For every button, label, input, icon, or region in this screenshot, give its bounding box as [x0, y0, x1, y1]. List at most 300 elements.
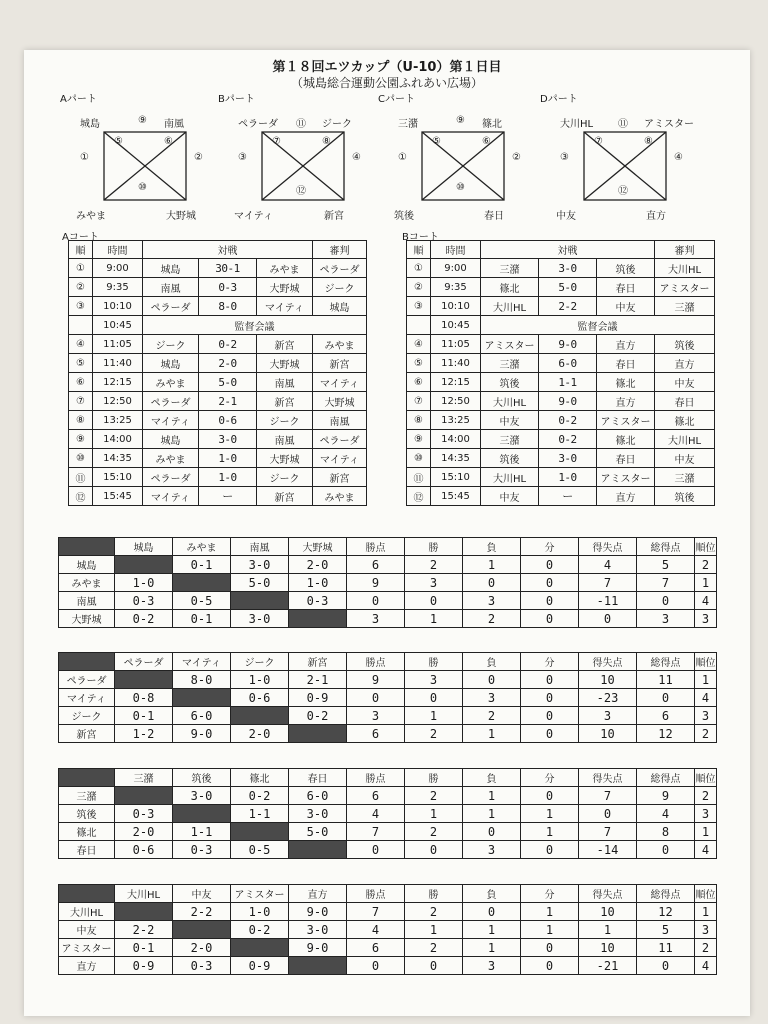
- stat-value: 3: [695, 707, 717, 725]
- team-row-label: マイティ: [59, 689, 115, 707]
- away-team: 中友: [597, 297, 655, 316]
- team-top-left: 大川HL: [560, 119, 594, 130]
- match-score: ー: [539, 487, 597, 506]
- stat-value: 1: [463, 939, 521, 957]
- schedule-row: [69, 468, 367, 487]
- head-to-head-score: 8-0: [173, 671, 231, 689]
- stat-value: 10: [579, 939, 637, 957]
- stat-value: 1: [521, 805, 579, 823]
- stat-value: 2: [405, 787, 463, 805]
- stat-value: 0: [521, 787, 579, 805]
- stat-value: 4: [347, 805, 405, 823]
- stat-value: 6: [637, 707, 695, 725]
- match-no: ②: [407, 278, 431, 297]
- match-number: ②: [194, 152, 203, 163]
- referee-team: みやま: [313, 487, 367, 506]
- self-match-cell: [115, 671, 173, 689]
- stat-value: 3: [347, 707, 405, 725]
- away-team: アミスター: [597, 411, 655, 430]
- meeting-label: 監督会議: [143, 316, 367, 335]
- away-team: マイティ: [257, 297, 313, 316]
- match-score: 9-0: [539, 392, 597, 411]
- schedule-header-row: [69, 241, 367, 259]
- stat-value: 0: [405, 957, 463, 975]
- schedule-row: [69, 278, 367, 297]
- head-to-head-score: 0-1: [173, 610, 231, 628]
- head-to-head-score: 0-2: [231, 787, 289, 805]
- away-team: ジーク: [257, 468, 313, 487]
- schedule-row: [69, 354, 367, 373]
- team-top-right: ジーク: [322, 119, 352, 130]
- head-to-head-score: 0-1: [173, 556, 231, 574]
- schedule-row: [407, 392, 715, 411]
- team-column-header: マイティ: [173, 653, 231, 671]
- stat-column-header: 勝点: [347, 885, 405, 903]
- team-column-header: アミスター: [231, 885, 289, 903]
- stat-value: 2: [463, 707, 521, 725]
- head-to-head-score: 0-9: [289, 689, 347, 707]
- head-to-head-score: 0-3: [115, 805, 173, 823]
- schedule-row: [407, 354, 715, 373]
- match-number: ⑥: [482, 136, 491, 147]
- stat-value: 2: [405, 823, 463, 841]
- match-number: ⑧: [322, 136, 331, 147]
- stat-column-header: 分: [521, 885, 579, 903]
- stat-value: 1: [695, 671, 717, 689]
- meeting-row: [69, 316, 367, 335]
- stat-column-header: 順位: [695, 769, 717, 787]
- stat-value: 7: [579, 823, 637, 841]
- stat-value: -11: [579, 592, 637, 610]
- stat-value: 0: [637, 841, 695, 859]
- match-number: ⑦: [594, 136, 603, 147]
- stat-column-header: 総得点: [637, 653, 695, 671]
- away-team: 春日: [597, 354, 655, 373]
- schedule-header-row: [407, 241, 715, 259]
- self-match-cell: [289, 610, 347, 628]
- referee-team: 大川HL: [655, 430, 715, 449]
- match-time: 14:35: [431, 449, 481, 468]
- head-to-head-score: 5-0: [289, 823, 347, 841]
- match-no: ④: [69, 335, 93, 354]
- referee-team: 三潴: [655, 468, 715, 487]
- schedule-row: [69, 335, 367, 354]
- match-score: 3-0: [539, 259, 597, 278]
- stat-value: 3: [463, 592, 521, 610]
- stat-value: 9: [637, 787, 695, 805]
- stat-value: 0: [347, 592, 405, 610]
- away-team: 大野城: [257, 278, 313, 297]
- head-to-head-score: 0-5: [231, 841, 289, 859]
- standings-row: [59, 707, 717, 725]
- match-time: 11:40: [93, 354, 143, 373]
- stat-value: 6: [347, 725, 405, 743]
- stat-column-header: 順位: [695, 885, 717, 903]
- away-team: 春日: [597, 278, 655, 297]
- meeting-blank: [69, 316, 93, 335]
- team-top-right: 篠北: [482, 119, 502, 130]
- group-d-standings: [58, 884, 717, 975]
- team-row-label: 中友: [59, 921, 115, 939]
- stat-value: 0: [521, 574, 579, 592]
- head-to-head-score: 3-0: [231, 610, 289, 628]
- standings-row: [59, 921, 717, 939]
- team-bottom-right: 直方: [646, 211, 666, 222]
- col-time-header: 時間: [93, 241, 143, 259]
- group-c-standings: [58, 768, 717, 859]
- stat-column-header: 負: [463, 653, 521, 671]
- referee-team: 三潴: [655, 297, 715, 316]
- home-team: マイティ: [143, 487, 199, 506]
- schedule-row: [69, 259, 367, 278]
- match-no: ⑤: [407, 354, 431, 373]
- team-top-left: 三潴: [398, 119, 418, 130]
- match-no: ⑪: [69, 468, 93, 487]
- match-time: 14:00: [431, 430, 481, 449]
- head-to-head-score: 1-0: [115, 574, 173, 592]
- stat-column-header: 負: [463, 769, 521, 787]
- schedule-row: [69, 411, 367, 430]
- head-to-head-score: 0-1: [115, 707, 173, 725]
- self-match-cell: [173, 805, 231, 823]
- match-time: 10:10: [93, 297, 143, 316]
- referee-team: 春日: [655, 392, 715, 411]
- match-score: 30-1: [199, 259, 257, 278]
- stat-value: 9: [347, 574, 405, 592]
- stat-value: 3: [347, 610, 405, 628]
- referee-team: 直方: [655, 354, 715, 373]
- head-to-head-score: 0-3: [173, 841, 231, 859]
- standings-header-row: [59, 653, 717, 671]
- stat-value: 3: [463, 689, 521, 707]
- stat-value: 0: [347, 841, 405, 859]
- schedule-row: [69, 487, 367, 506]
- home-team: 筑後: [481, 373, 539, 392]
- corner-cell: [59, 538, 115, 556]
- match-score: 2-0: [199, 354, 257, 373]
- head-to-head-score: 1-0: [289, 574, 347, 592]
- stat-value: 4: [695, 592, 717, 610]
- team-bottom-left: みやま: [76, 211, 106, 222]
- team-row-label: ペラーダ: [59, 671, 115, 689]
- home-team: ペラーダ: [143, 468, 199, 487]
- home-team: みやま: [143, 449, 199, 468]
- team-row-label: 大川HL: [59, 903, 115, 921]
- home-team: ペラーダ: [143, 297, 199, 316]
- stat-column-header: 勝: [405, 538, 463, 556]
- match-time: 15:45: [93, 487, 143, 506]
- referee-team: マイティ: [313, 449, 367, 468]
- home-team: みやま: [143, 373, 199, 392]
- stat-column-header: 得失点: [579, 769, 637, 787]
- team-bottom-right: 大野城: [166, 211, 196, 222]
- home-team: 城島: [143, 430, 199, 449]
- away-team: 南風: [257, 373, 313, 392]
- stat-value: 0: [521, 725, 579, 743]
- match-score: 2-2: [539, 297, 597, 316]
- stat-value: 2: [405, 903, 463, 921]
- referee-team: 新宮: [313, 354, 367, 373]
- stat-value: 0: [521, 841, 579, 859]
- team-bottom-left: 中友: [556, 211, 576, 222]
- match-score: 5-0: [539, 278, 597, 297]
- schedule-row: [69, 297, 367, 316]
- match-score: 0-3: [199, 278, 257, 297]
- schedule-row: [407, 373, 715, 392]
- stat-value: 2: [405, 939, 463, 957]
- match-score: 6-0: [539, 354, 597, 373]
- part-diagram: [214, 90, 374, 220]
- stat-value: 10: [579, 725, 637, 743]
- referee-team: 筑後: [655, 335, 715, 354]
- stat-value: 0: [463, 903, 521, 921]
- head-to-head-score: 5-0: [231, 574, 289, 592]
- match-number: ⑦: [272, 136, 281, 147]
- standings-row: [59, 903, 717, 921]
- match-no: ⑥: [407, 373, 431, 392]
- court-b-label: Bコート: [402, 232, 439, 243]
- stat-value: 0: [637, 957, 695, 975]
- standings-row: [59, 957, 717, 975]
- match-time: 15:10: [431, 468, 481, 487]
- stat-value: 5: [637, 921, 695, 939]
- head-to-head-score: 2-2: [115, 921, 173, 939]
- stat-value: 10: [579, 903, 637, 921]
- match-number: ⑩: [456, 182, 465, 193]
- schedule-row: [407, 297, 715, 316]
- team-column-header: 中友: [173, 885, 231, 903]
- match-time: 11:05: [431, 335, 481, 354]
- col-ref-header: 審判: [655, 241, 715, 259]
- standings-row: [59, 610, 717, 628]
- team-row-label: 直方: [59, 957, 115, 975]
- stat-value: 0: [463, 574, 521, 592]
- stat-value: 1: [463, 921, 521, 939]
- stat-value: 3: [695, 805, 717, 823]
- stat-value: 3: [405, 671, 463, 689]
- stat-value: 3: [695, 921, 717, 939]
- standings-header-row: [59, 538, 717, 556]
- stat-value: 2: [695, 939, 717, 957]
- self-match-cell: [115, 556, 173, 574]
- head-to-head-score: 6-0: [173, 707, 231, 725]
- match-score: 0-2: [199, 335, 257, 354]
- match-number: ③: [238, 152, 247, 163]
- stat-value: 3: [405, 574, 463, 592]
- stat-value: 1: [463, 556, 521, 574]
- match-no: ①: [407, 259, 431, 278]
- match-time: 13:25: [431, 411, 481, 430]
- head-to-head-score: 1-1: [173, 823, 231, 841]
- col-ref-header: 審判: [313, 241, 367, 259]
- match-score: ー: [199, 487, 257, 506]
- away-team: 南風: [257, 430, 313, 449]
- referee-team: 大野城: [313, 392, 367, 411]
- referee-team: 新宮: [313, 468, 367, 487]
- stat-value: 4: [695, 841, 717, 859]
- head-to-head-score: 3-0: [289, 805, 347, 823]
- stat-value: 6: [347, 787, 405, 805]
- match-no: ①: [69, 259, 93, 278]
- home-team: ジーク: [143, 335, 199, 354]
- stat-value: 6: [347, 939, 405, 957]
- schedule-row: [407, 468, 715, 487]
- standings-row: [59, 841, 717, 859]
- referee-team: ペラーダ: [313, 259, 367, 278]
- match-score: 3-0: [199, 430, 257, 449]
- match-score: 0-2: [539, 430, 597, 449]
- team-row-label: 春日: [59, 841, 115, 859]
- stat-value: 9: [347, 671, 405, 689]
- standings-row: [59, 671, 717, 689]
- schedule-row: [407, 335, 715, 354]
- stat-value: 0: [405, 841, 463, 859]
- referee-team: みやま: [313, 335, 367, 354]
- match-time: 9:35: [431, 278, 481, 297]
- stat-column-header: 総得点: [637, 885, 695, 903]
- stat-column-header: 勝: [405, 653, 463, 671]
- stat-value: 0: [637, 592, 695, 610]
- stat-value: 11: [637, 671, 695, 689]
- stat-value: 4: [695, 689, 717, 707]
- match-time: 9:00: [431, 259, 481, 278]
- stat-value: -23: [579, 689, 637, 707]
- schedule-row: [407, 278, 715, 297]
- stat-value: 5: [637, 556, 695, 574]
- match-score: 0-2: [539, 411, 597, 430]
- match-no: ③: [69, 297, 93, 316]
- team-row-label: アミスター: [59, 939, 115, 957]
- part-diagram: [56, 90, 216, 220]
- team-row-label: 三潴: [59, 787, 115, 805]
- part-name: Aパート: [60, 94, 97, 105]
- stat-value: 1: [463, 787, 521, 805]
- stat-value: 1: [405, 707, 463, 725]
- head-to-head-score: 3-0: [289, 921, 347, 939]
- stat-column-header: 勝: [405, 769, 463, 787]
- match-time: 14:00: [93, 430, 143, 449]
- home-team: 中友: [481, 411, 539, 430]
- stat-value: 1: [695, 574, 717, 592]
- home-team: 南風: [143, 278, 199, 297]
- match-number: ①: [398, 152, 407, 163]
- head-to-head-score: 2-0: [289, 556, 347, 574]
- match-time: 9:00: [93, 259, 143, 278]
- home-team: アミスター: [481, 335, 539, 354]
- schedule-row: [407, 487, 715, 506]
- stat-column-header: 得失点: [579, 885, 637, 903]
- stat-value: 0: [521, 707, 579, 725]
- stat-value: 0: [405, 689, 463, 707]
- head-to-head-score: 2-1: [289, 671, 347, 689]
- referee-team: ジーク: [313, 278, 367, 297]
- home-team: ペラーダ: [143, 392, 199, 411]
- home-team: 中友: [481, 487, 539, 506]
- head-to-head-score: 0-2: [289, 707, 347, 725]
- stat-column-header: 順位: [695, 653, 717, 671]
- stat-column-header: 分: [521, 653, 579, 671]
- referee-team: 筑後: [655, 487, 715, 506]
- standings-header-row: [59, 769, 717, 787]
- schedule-row: [69, 373, 367, 392]
- match-no: ⑤: [69, 354, 93, 373]
- head-to-head-score: 9-0: [173, 725, 231, 743]
- head-to-head-score: 2-0: [173, 939, 231, 957]
- stat-value: 1: [579, 921, 637, 939]
- self-match-cell: [231, 707, 289, 725]
- standings-row: [59, 689, 717, 707]
- match-time: 14:35: [93, 449, 143, 468]
- stat-value: 1: [405, 610, 463, 628]
- head-to-head-score: 3-0: [173, 787, 231, 805]
- meeting-row: [407, 316, 715, 335]
- stat-value: 4: [695, 957, 717, 975]
- match-no: ⑥: [69, 373, 93, 392]
- stat-column-header: 順位: [695, 538, 717, 556]
- standings-row: [59, 556, 717, 574]
- team-column-header: 新宮: [289, 653, 347, 671]
- stat-column-header: 勝: [405, 885, 463, 903]
- standings-row: [59, 805, 717, 823]
- part-name: Bパート: [218, 94, 255, 105]
- part-name: Cパート: [378, 94, 415, 105]
- stat-column-header: 分: [521, 769, 579, 787]
- team-row-label: 大野城: [59, 610, 115, 628]
- stat-value: 7: [579, 787, 637, 805]
- stat-value: 1: [463, 805, 521, 823]
- stat-value: 3: [463, 957, 521, 975]
- self-match-cell: [115, 787, 173, 805]
- stat-value: 1: [405, 921, 463, 939]
- match-no: ⑨: [69, 430, 93, 449]
- away-team: 大野城: [257, 354, 313, 373]
- stat-value: 3: [463, 841, 521, 859]
- match-no: ⑧: [69, 411, 93, 430]
- stat-value: 10: [579, 671, 637, 689]
- match-time: 12:50: [431, 392, 481, 411]
- head-to-head-score: 9-0: [289, 939, 347, 957]
- head-to-head-score: 1-0: [231, 671, 289, 689]
- match-number: ⑫: [296, 186, 306, 197]
- match-number: ②: [512, 152, 521, 163]
- stat-value: 7: [637, 574, 695, 592]
- stat-value: 3: [637, 610, 695, 628]
- team-row-label: 筑後: [59, 805, 115, 823]
- stat-value: 6: [347, 556, 405, 574]
- away-team: 新宮: [257, 487, 313, 506]
- home-team: 三潴: [481, 354, 539, 373]
- stat-value: 2: [405, 556, 463, 574]
- standings-row: [59, 592, 717, 610]
- head-to-head-score: 0-3: [173, 957, 231, 975]
- referee-team: マイティ: [313, 373, 367, 392]
- self-match-cell: [173, 921, 231, 939]
- team-column-header: 大川HL: [115, 885, 173, 903]
- stat-value: 12: [637, 725, 695, 743]
- home-team: 筑後: [481, 449, 539, 468]
- team-row-label: 城島: [59, 556, 115, 574]
- stat-value: 12: [637, 903, 695, 921]
- stat-value: 0: [463, 671, 521, 689]
- stat-column-header: 分: [521, 538, 579, 556]
- match-score: 1-0: [199, 449, 257, 468]
- standings-row: [59, 823, 717, 841]
- match-number: ⑤: [114, 136, 123, 147]
- home-team: 篠北: [481, 278, 539, 297]
- referee-team: ペラーダ: [313, 430, 367, 449]
- team-column-header: 大野城: [289, 538, 347, 556]
- match-no: ⑫: [69, 487, 93, 506]
